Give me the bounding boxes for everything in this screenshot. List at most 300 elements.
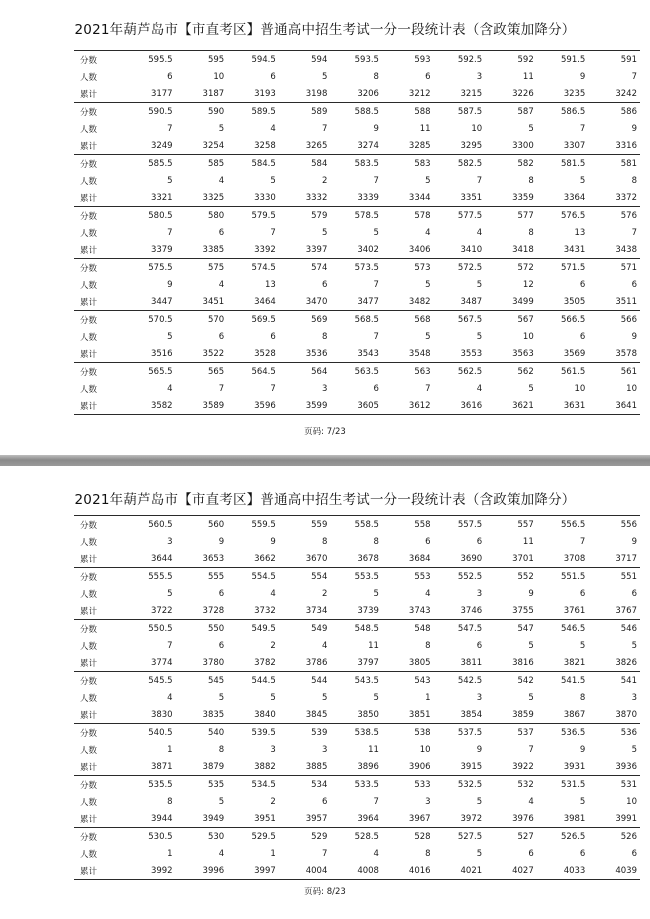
- table-cell: 552.5: [434, 568, 486, 586]
- table-cell: 571: [588, 259, 640, 277]
- row-label: 累计: [74, 397, 124, 415]
- table-cell: 3397: [305, 244, 328, 255]
- table-cell: 574.5: [227, 259, 279, 277]
- table-cell: 3830: [150, 709, 173, 720]
- table-cell: 3505: [563, 296, 586, 307]
- table-cell: 566: [588, 311, 640, 329]
- table-cell: 552: [485, 568, 537, 586]
- table-cell: 3511: [615, 296, 637, 307]
- table-cell: 531.5: [537, 776, 589, 794]
- table-cell: 3431: [563, 244, 586, 255]
- table-cell: 9: [579, 744, 586, 755]
- table-cell: 2: [321, 588, 328, 599]
- table-cell: 556.5: [537, 516, 589, 534]
- row-label: 累计: [80, 658, 98, 669]
- table-cell: 6: [218, 227, 225, 238]
- table-cell: 3774: [150, 657, 173, 668]
- table-cell: 3321: [150, 192, 173, 203]
- table-cell: 4: [476, 383, 483, 394]
- table-cell: 577.5: [434, 207, 486, 225]
- table-cell: 3438: [615, 244, 637, 255]
- table-cell: 5: [270, 692, 276, 703]
- table-cell: 10: [471, 123, 483, 134]
- table-cell: 3451: [202, 296, 225, 307]
- table-cell: 553: [382, 568, 434, 586]
- table-cell: 3177: [150, 88, 173, 99]
- table-cell: 7: [425, 383, 431, 394]
- row-label: 人数: [80, 693, 98, 704]
- table-cell: 3949: [202, 813, 225, 824]
- table-cell: 548.5: [330, 620, 382, 638]
- table-cell: 570.5: [124, 311, 176, 329]
- table-cell: 9: [270, 536, 276, 547]
- table-cell: 5: [528, 640, 534, 651]
- table-cell: 537.5: [434, 724, 486, 742]
- table-cell: 9: [218, 536, 225, 547]
- table-cell: 585.5: [124, 155, 176, 173]
- table-cell: 543.5: [330, 672, 382, 690]
- table-cell: 7: [373, 796, 379, 807]
- table-cell: 593: [382, 51, 434, 69]
- table-cell: 3805: [408, 657, 431, 668]
- table-cell: 4: [218, 175, 225, 186]
- table-cell: 568: [382, 311, 434, 329]
- row-label: 累计: [74, 862, 124, 880]
- score-row: [74, 776, 640, 794]
- table-cell: 11: [368, 640, 379, 651]
- row-label: 累计: [80, 193, 98, 204]
- table-cell: 3972: [460, 813, 483, 824]
- table-cell: 3850: [357, 709, 379, 720]
- table-cell: 5: [528, 123, 534, 134]
- table-cell: 583.5: [330, 155, 382, 173]
- table-cell: 5: [528, 383, 534, 394]
- table-cell: 3470: [305, 296, 328, 307]
- page-separator: [0, 455, 650, 466]
- table-cell: 578.5: [330, 207, 382, 225]
- table-cell: 3300: [512, 140, 534, 151]
- count-row: [74, 68, 640, 85]
- table-cell: 3936: [615, 761, 637, 772]
- row-label: 累计: [80, 710, 98, 721]
- table-cell: 2: [321, 175, 328, 186]
- table-cell: 3582: [124, 397, 176, 415]
- table-cell: 4: [373, 848, 379, 859]
- table-cell: 590: [176, 103, 228, 121]
- table-cell: 3385: [202, 244, 225, 255]
- table-cell: 6: [631, 848, 637, 859]
- table-cell: 581.5: [537, 155, 589, 173]
- table-cell: 578: [382, 207, 434, 225]
- table-cell: 3976: [512, 813, 534, 824]
- table-cell: 540: [176, 724, 228, 742]
- table-cell: 3728: [202, 605, 225, 616]
- table-cell: 566.5: [537, 311, 589, 329]
- table-cell: 3885: [305, 761, 328, 772]
- table-cell: 577: [485, 207, 537, 225]
- table-cell: 3528: [254, 348, 276, 359]
- table-cell: 6: [218, 640, 225, 651]
- table-cell: 3477: [357, 296, 379, 307]
- table-cell: 4039: [588, 862, 640, 880]
- score-row: [74, 568, 640, 586]
- table-cell: 8: [218, 744, 225, 755]
- table-cell: 586: [588, 103, 640, 121]
- page-title: 2021年葫芦岛市【市直考区】普通高中招生考试一分一段统计表（含政策加降分）: [74, 22, 576, 38]
- table-cell: 3516: [150, 348, 173, 359]
- table-cell: 4: [270, 123, 276, 134]
- cumulative-row: [74, 654, 640, 672]
- table-cell: 2: [270, 796, 276, 807]
- row-label: 人数: [80, 537, 98, 548]
- table-cell: 4: [425, 227, 431, 238]
- table-cell: 3418: [512, 244, 534, 255]
- table-cell: 584.5: [227, 155, 279, 173]
- table-cell: 3: [476, 588, 483, 599]
- table-cell: 3616: [434, 397, 486, 415]
- table-cell: 564.5: [227, 363, 279, 381]
- table-cell: 532: [485, 776, 537, 794]
- table-cell: 5: [218, 692, 225, 703]
- table-cell: 565: [176, 363, 228, 381]
- table-cell: 3: [425, 796, 431, 807]
- row-label: 累计: [80, 349, 98, 360]
- table-cell: 3379: [150, 244, 173, 255]
- row-label: 人数: [80, 228, 98, 239]
- table-cell: 3621: [485, 397, 537, 415]
- table-cell: 563: [382, 363, 434, 381]
- table-cell: 3851: [408, 709, 431, 720]
- table-cell: 3870: [615, 709, 637, 720]
- table-cell: 5: [425, 279, 431, 290]
- table-cell: 8: [528, 227, 534, 238]
- table-cell: 8: [373, 71, 379, 82]
- table-cell: 550.5: [124, 620, 176, 638]
- table-cell: 3536: [305, 348, 328, 359]
- table-cell: 591: [588, 51, 640, 69]
- table-cell: 3332: [305, 192, 328, 203]
- row-label: 累计: [80, 297, 98, 308]
- table-cell: 3991: [615, 813, 637, 824]
- table-cell: 3464: [254, 296, 276, 307]
- row-label: 分数: [74, 672, 124, 690]
- table-cell: 7: [528, 744, 534, 755]
- table-cell: 531: [588, 776, 640, 794]
- table-cell: 4: [425, 588, 431, 599]
- cumulative-row: [74, 706, 640, 724]
- table-cell: 3254: [202, 140, 225, 151]
- table-cell: 6: [476, 536, 483, 547]
- table-cell: 547: [485, 620, 537, 638]
- table-cell: 3996: [176, 862, 228, 880]
- table-cell: 4: [167, 692, 173, 703]
- table-cell: 6: [476, 640, 483, 651]
- count-row: [74, 637, 640, 654]
- count-row: [74, 120, 640, 137]
- table-cell: 3708: [563, 553, 586, 564]
- count-row: [74, 533, 640, 550]
- cumulative-row: [74, 862, 640, 880]
- table-cell: 588.5: [330, 103, 382, 121]
- table-cell: 5: [476, 331, 483, 342]
- table-cell: 569.5: [227, 311, 279, 329]
- table-cell: 5: [476, 796, 483, 807]
- table-cell: 587.5: [434, 103, 486, 121]
- table-cell: 3596: [227, 397, 279, 415]
- count-row: [74, 328, 640, 345]
- table-cell: 5: [631, 744, 637, 755]
- table-cell: 537: [485, 724, 537, 742]
- table-cell: 6: [425, 71, 431, 82]
- table-cell: 3569: [563, 348, 586, 359]
- row-label: 分数: [74, 311, 124, 329]
- table-cell: 541.5: [537, 672, 589, 690]
- table-cell: 532.5: [434, 776, 486, 794]
- table-cell: 1: [425, 692, 431, 703]
- count-row: [74, 172, 640, 189]
- row-label: 人数: [80, 641, 98, 652]
- table-cell: 5: [476, 279, 483, 290]
- count-row: [74, 380, 640, 397]
- table-cell: 9: [631, 331, 637, 342]
- table-cell: 3: [270, 744, 276, 755]
- table-cell: 4: [476, 227, 483, 238]
- row-label: 人数: [80, 849, 98, 860]
- table-cell: 3732: [254, 605, 276, 616]
- count-row: [74, 224, 640, 241]
- table-cell: 3931: [563, 761, 586, 772]
- table-cell: 3: [631, 692, 637, 703]
- table-cell: 544.5: [227, 672, 279, 690]
- row-label: 分数: [74, 51, 124, 69]
- table-cell: 3295: [460, 140, 483, 151]
- table-cell: 3499: [512, 296, 534, 307]
- table-cell: 3548: [408, 348, 431, 359]
- table-cell: 3447: [150, 296, 173, 307]
- table-cell: 8: [425, 640, 431, 651]
- table-cell: 3402: [357, 244, 379, 255]
- table-cell: 573.5: [330, 259, 382, 277]
- table-cell: 575: [176, 259, 228, 277]
- table-cell: 5: [373, 227, 379, 238]
- table-cell: 10: [419, 744, 431, 755]
- table-cell: 3922: [512, 761, 534, 772]
- table-cell: 3631: [537, 397, 589, 415]
- table-cell: 6: [579, 588, 586, 599]
- row-label: 分数: [74, 776, 124, 794]
- table-cell: 530: [176, 828, 228, 846]
- table-cell: 5: [579, 796, 586, 807]
- table-cell: 562: [485, 363, 537, 381]
- table-cell: 9: [528, 588, 534, 599]
- table-cell: 3871: [150, 761, 173, 772]
- table-cell: 9: [631, 536, 637, 547]
- table-cell: 1: [270, 848, 276, 859]
- table-cell: 595.5: [124, 51, 176, 69]
- row-label: 分数: [74, 516, 124, 534]
- table-cell: 4: [321, 640, 328, 651]
- table-cell: 572.5: [434, 259, 486, 277]
- score-row: [74, 620, 640, 638]
- table-cell: 3226: [512, 88, 534, 99]
- table-cell: 7: [631, 71, 637, 82]
- table-cell: 9: [579, 71, 586, 82]
- table-cell: 6: [167, 71, 173, 82]
- table-cell: 546.5: [537, 620, 589, 638]
- table-cell: 3351: [460, 192, 483, 203]
- table-cell: 6: [631, 279, 637, 290]
- row-label: 分数: [74, 155, 124, 173]
- score-row: [74, 207, 640, 225]
- table-cell: 567: [485, 311, 537, 329]
- table-cell: 7: [631, 227, 637, 238]
- table-cell: 5: [270, 175, 276, 186]
- table-cell: 7: [373, 175, 379, 186]
- table-cell: 3: [476, 692, 483, 703]
- table-cell: 538.5: [330, 724, 382, 742]
- table-cell: 6: [218, 331, 225, 342]
- table-cell: 3330: [254, 192, 276, 203]
- score-row: [74, 516, 640, 534]
- table-cell: 3782: [254, 657, 276, 668]
- row-label: 人数: [80, 745, 98, 756]
- table-cell: 571.5: [537, 259, 589, 277]
- table-cell: 8: [425, 848, 431, 859]
- table-cell: 589.5: [227, 103, 279, 121]
- table-cell: 592: [485, 51, 537, 69]
- table-cell: 3915: [460, 761, 483, 772]
- table-cell: 6: [579, 279, 586, 290]
- cumulative-row: [74, 241, 640, 259]
- table-cell: 544: [279, 672, 331, 690]
- table-cell: 3997: [227, 862, 279, 880]
- table-cell: 5: [167, 588, 173, 599]
- table-cell: 3767: [615, 605, 637, 616]
- score-row: [74, 724, 640, 742]
- table-cell: 575.5: [124, 259, 176, 277]
- table-cell: 536: [588, 724, 640, 742]
- table-cell: 3242: [615, 88, 637, 99]
- table-cell: 3406: [408, 244, 431, 255]
- count-row: [74, 689, 640, 706]
- table-cell: 3944: [150, 813, 173, 824]
- table-cell: 7: [579, 123, 586, 134]
- score-row: [74, 311, 640, 329]
- table-cell: 595: [176, 51, 228, 69]
- table-cell: 3187: [202, 88, 225, 99]
- table-cell: 528.5: [330, 828, 382, 846]
- row-label: 分数: [74, 259, 124, 277]
- table-cell: 11: [419, 123, 431, 134]
- table-cell: 8: [321, 536, 328, 547]
- table-cell: 579: [279, 207, 331, 225]
- cumulative-row: [74, 602, 640, 620]
- table-cell: 3992: [124, 862, 176, 880]
- count-row: [74, 585, 640, 602]
- table-cell: 527: [485, 828, 537, 846]
- table-cell: 5: [218, 796, 225, 807]
- table-cell: 7: [373, 331, 379, 342]
- table-cell: 3684: [408, 553, 431, 564]
- table-cell: 3879: [202, 761, 225, 772]
- row-label: 分数: [74, 103, 124, 121]
- table-cell: 5: [425, 175, 431, 186]
- table-cell: 2: [270, 640, 276, 651]
- table-cell: 3316: [615, 140, 637, 151]
- table-cell: 3797: [357, 657, 379, 668]
- table-cell: 3780: [202, 657, 225, 668]
- table-cell: 574: [279, 259, 331, 277]
- table-cell: 3867: [563, 709, 586, 720]
- table-cell: 11: [368, 744, 379, 755]
- table-cell: 3482: [408, 296, 431, 307]
- table-cell: 562.5: [434, 363, 486, 381]
- table-cell: 8: [631, 175, 637, 186]
- table-cell: 565.5: [124, 363, 176, 381]
- table-cell: 542.5: [434, 672, 486, 690]
- table-cell: 3662: [254, 553, 276, 564]
- table-cell: 3364: [563, 192, 586, 203]
- table-cell: 585: [176, 155, 228, 173]
- table-cell: 4: [167, 383, 173, 394]
- table-cell: 3359: [512, 192, 534, 203]
- table-cell: 3840: [254, 709, 276, 720]
- table-cell: 548: [382, 620, 434, 638]
- table-cell: 555: [176, 568, 228, 586]
- table-cell: 579.5: [227, 207, 279, 225]
- row-label: 累计: [80, 762, 98, 773]
- score-distribution-table: [74, 515, 640, 880]
- table-cell: 5: [218, 123, 225, 134]
- table-cell: 6: [270, 71, 276, 82]
- table-cell: 3258: [254, 140, 276, 151]
- row-label: 人数: [80, 72, 98, 83]
- table-cell: 6: [579, 331, 586, 342]
- table-cell: 528: [382, 828, 434, 846]
- table-cell: 545.5: [124, 672, 176, 690]
- count-row: [74, 741, 640, 758]
- table-cell: 3964: [357, 813, 379, 824]
- table-cell: 7: [579, 536, 586, 547]
- count-row: [74, 276, 640, 293]
- table-cell: 5: [167, 175, 173, 186]
- table-cell: 582: [485, 155, 537, 173]
- table-cell: 7: [373, 279, 379, 290]
- table-cell: 3599: [279, 397, 331, 415]
- cumulative-row: [74, 810, 640, 828]
- table-cell: 551.5: [537, 568, 589, 586]
- row-label: 累计: [80, 554, 98, 565]
- table-cell: 7: [167, 640, 173, 651]
- table-cell: 3678: [357, 553, 379, 564]
- table-cell: 10: [574, 383, 586, 394]
- table-cell: 5: [373, 588, 379, 599]
- table-cell: 6: [425, 536, 431, 547]
- table-cell: 587: [485, 103, 537, 121]
- table-cell: 7: [218, 383, 225, 394]
- table-cell: 5: [579, 175, 586, 186]
- table-cell: 3951: [254, 813, 276, 824]
- table-cell: 581: [588, 155, 640, 173]
- table-cell: 5: [321, 227, 328, 238]
- table-cell: 7: [167, 123, 173, 134]
- table-cell: 9: [631, 123, 637, 134]
- table-cell: 3: [476, 71, 483, 82]
- table-cell: 8: [579, 692, 586, 703]
- table-cell: 592.5: [434, 51, 486, 69]
- table-cell: 9: [167, 279, 173, 290]
- table-cell: 7: [167, 227, 173, 238]
